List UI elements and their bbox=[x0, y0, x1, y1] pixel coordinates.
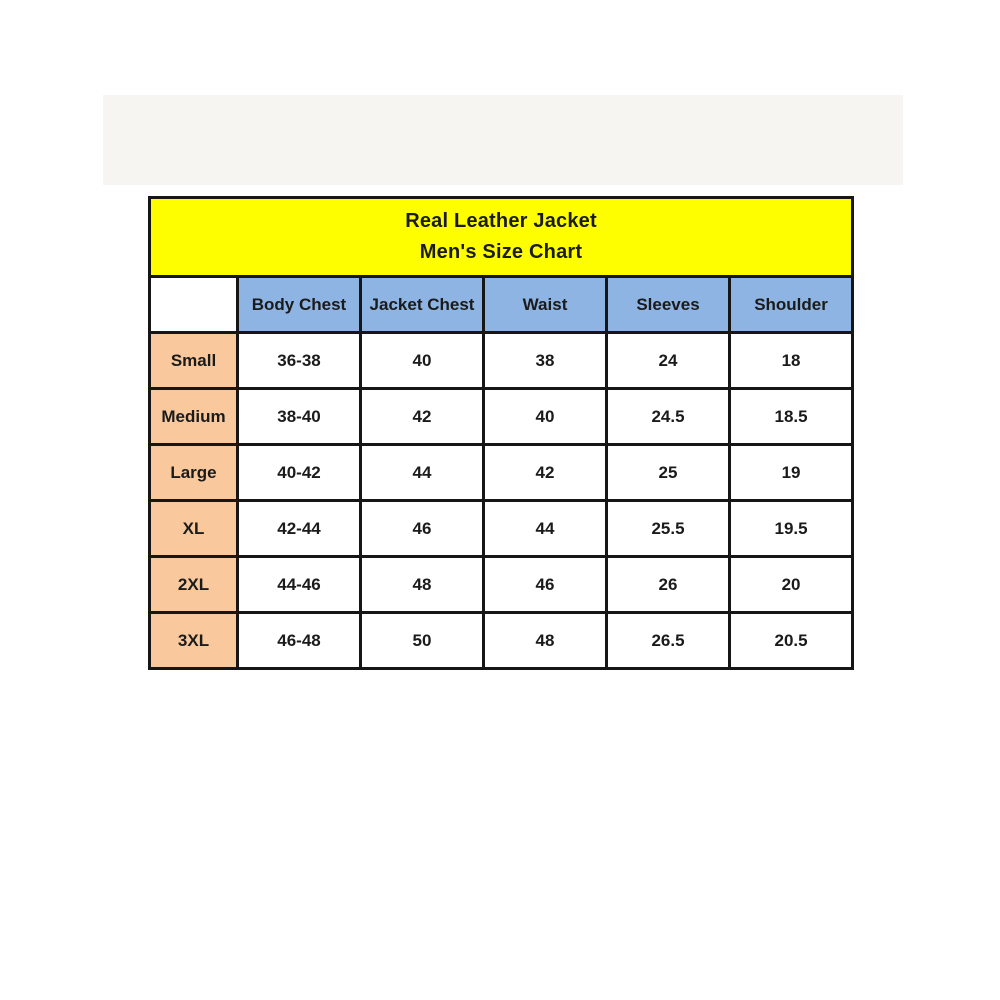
value-cell: 40-42 bbox=[238, 445, 361, 501]
value-cell: 20 bbox=[730, 557, 853, 613]
value-cell: 46 bbox=[484, 557, 607, 613]
value-cell: 19.5 bbox=[730, 501, 853, 557]
row-header-3xl: 3XL bbox=[150, 613, 238, 669]
value-cell: 46-48 bbox=[238, 613, 361, 669]
value-cell: 44-46 bbox=[238, 557, 361, 613]
value-cell: 48 bbox=[361, 557, 484, 613]
row-header-xl: XL bbox=[150, 501, 238, 557]
row-header-small: Small bbox=[150, 333, 238, 389]
row-header-medium: Medium bbox=[150, 389, 238, 445]
column-header-shoulder: Shoulder bbox=[730, 277, 853, 333]
value-cell: 48 bbox=[484, 613, 607, 669]
table-row-2xl bbox=[150, 557, 853, 613]
value-cell: 20.5 bbox=[730, 613, 853, 669]
table-row-medium bbox=[150, 389, 853, 445]
row-header-large: Large bbox=[150, 445, 238, 501]
column-header-body-chest: Body Chest bbox=[238, 277, 361, 333]
chart-title-cell bbox=[150, 198, 853, 277]
value-cell: 25.5 bbox=[607, 501, 730, 557]
chart-subtitle: Men's Size Chart bbox=[419, 241, 583, 263]
value-cell: 42 bbox=[484, 445, 607, 501]
value-cell: 44 bbox=[361, 445, 484, 501]
value-cell: 26.5 bbox=[607, 613, 730, 669]
value-cell: 40 bbox=[484, 389, 607, 445]
value-cell: 46 bbox=[361, 501, 484, 557]
size-chart-table bbox=[148, 196, 854, 670]
value-cell: 25 bbox=[607, 445, 730, 501]
value-cell: 24 bbox=[607, 333, 730, 389]
table-row-large bbox=[150, 445, 853, 501]
value-cell: 50 bbox=[361, 613, 484, 669]
value-cell: 18.5 bbox=[730, 389, 853, 445]
corner-cell bbox=[150, 277, 238, 333]
column-header-sleeves: Sleeves bbox=[607, 277, 730, 333]
value-cell: 24.5 bbox=[607, 389, 730, 445]
chart-title: Real Leather Jacket bbox=[405, 210, 597, 232]
value-cell: 38 bbox=[484, 333, 607, 389]
value-cell: 40 bbox=[361, 333, 484, 389]
row-header-2xl: 2XL bbox=[150, 557, 238, 613]
value-cell: 42-44 bbox=[238, 501, 361, 557]
title-row bbox=[150, 198, 853, 277]
column-header-row bbox=[150, 277, 853, 333]
value-cell: 44 bbox=[484, 501, 607, 557]
table-row-xl bbox=[150, 501, 853, 557]
value-cell: 19 bbox=[730, 445, 853, 501]
value-cell: 18 bbox=[730, 333, 853, 389]
value-cell: 42 bbox=[361, 389, 484, 445]
value-cell: 38-40 bbox=[238, 389, 361, 445]
column-header-waist: Waist bbox=[484, 277, 607, 333]
background-band bbox=[103, 95, 903, 185]
table-row-3xl bbox=[150, 613, 853, 669]
table-row-small bbox=[150, 333, 853, 389]
column-header-jacket-chest: Jacket Chest bbox=[361, 277, 484, 333]
value-cell: 36-38 bbox=[238, 333, 361, 389]
value-cell: 26 bbox=[607, 557, 730, 613]
